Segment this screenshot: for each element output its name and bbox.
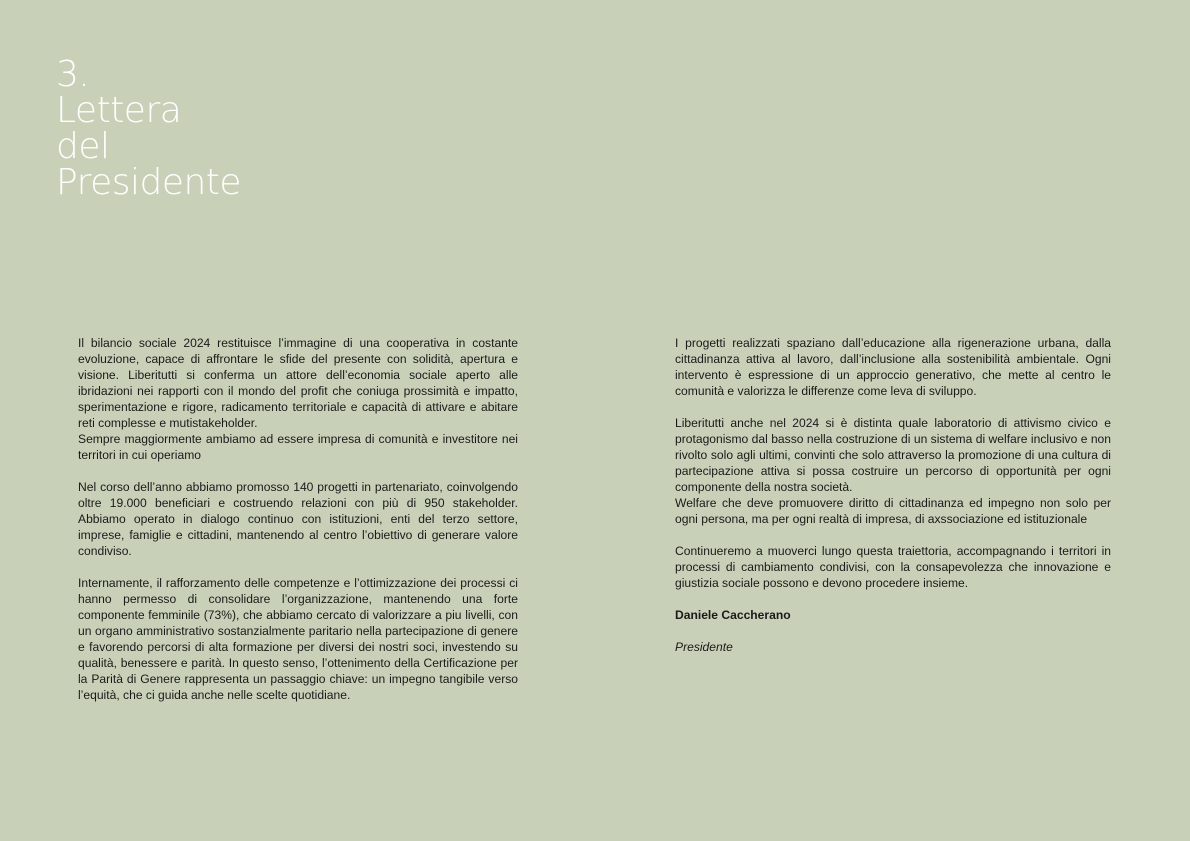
left-paragraph-3: Internamente, il rafforzamento delle competenze e l’ottimizzazione dei processi ci hanno permesso di consolidare l’organizzazione, mantenendo una forte componente femminile (73%), che abbiamo cercato di valorizzare a piu livelli, con un organo amministrativo sostanzialmente paritario nella partecipazione di genere e favorendo percorsi di alta formazione per diversi dei nostri soci, investendo su qualità, benessere e parità. In questo senso, l’ottenimento della Certificazione per la Parità di Genere rappresenta un passaggio chiave: un impegno tangibile verso l’equità, che ci guida anche nelle scelte quotidiane. (78, 576, 518, 702)
chapter-number: 3. (56, 54, 90, 95)
left-paragraph-1b: Sempre maggiormente ambiamo ad essere impresa di comunità e investitore nei territori in cui operiamo (78, 432, 518, 462)
right-paragraph-1: I progetti realizzati spaziano dall’educazione alla rigenerazione urbana, dalla cittadinanza attiva al lavoro, dall’inclusione alla sostenibilità ambientale. Ogni intervento è espressione di un approccio generativo, che mette al centro le comunità e valorizza le differenze come leva di sviluppo. (675, 336, 1111, 398)
right-paragraph-2b: Welfare che deve promuovere diritto di cittadinanza ed impegno non solo per ogni persona, ma per ogni realtà di impresa, di axssociazione ed istituzionale (675, 496, 1111, 526)
left-text-column (78, 335, 518, 719)
chapter-heading (56, 54, 242, 203)
signature-role: Presidente (675, 640, 733, 654)
signature-name: Daniele Caccherano (675, 608, 791, 622)
right-text-column (675, 335, 1111, 671)
chapter-title-line2: del (56, 126, 110, 167)
right-paragraph-2a: Liberitutti anche nel 2024 si è distinta quale laboratorio di attivismo civico e protagonismo dal basso nella costruzione di un sistema di welfare inclusivo e non rivolto solo agli ultimi, convinti che solo attraverso la promozione di una cultura di partecipazione attiva si possa costruire un percorso di opportunità per ogni componente della nostra società. (675, 416, 1111, 494)
chapter-title-line1: Lettera (56, 90, 182, 131)
left-paragraph-2: Nel corso dell’anno abbiamo promosso 140 progetti in partenariato, coinvolgendo oltre 19.000 beneficiari e costruendo relazioni con più di 950 stakeholder. Abbiamo operato in dialogo continuo con istituzioni, enti del terzo settore, imprese, famiglie e cittadini, mantenendo al centro l’obiettivo di generare valore condiviso. (78, 480, 518, 558)
chapter-title-line3: Presidente (56, 162, 242, 203)
right-paragraph-3: Continueremo a muoverci lungo questa traiettoria, accompagnando i territori in processi di cambiamento condivisi, con la consapevolezza che innovazione e giustizia sociale possono e devono procedere insieme. (675, 544, 1111, 590)
left-paragraph-1a: Il bilancio sociale 2024 restituisce l’immagine di una cooperativa in costante evoluzione, capace di affrontare le sfide del presente con solidità, apertura e visione. Liberitutti si conferma un attore dell’economia sociale aperto alle ibridazioni nei rapporti con il mondo del profit che coniuga prossimità e impatto, sperimentazione e rigore, radicamento territoriale e capacità di attivare e abitare reti complesse e mutistakeholder. (78, 336, 518, 430)
